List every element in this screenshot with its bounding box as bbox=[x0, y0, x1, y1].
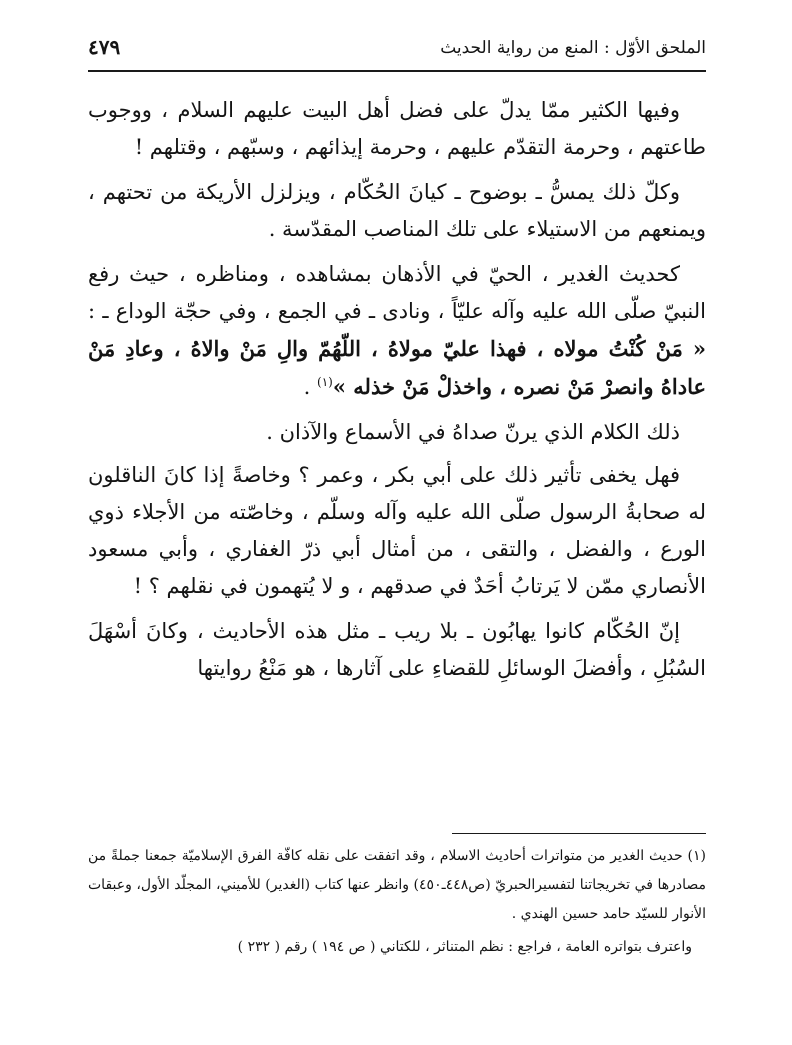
paragraph-3-intro: كحديث الغدير ، الحيّ في الأذهان بمشاهده ، ومناظره ، حيث رفع النبيّ صلّى الله عليه وآله عليّاً ، ونادى ـ في الجمع ، وفي حجّة الوداع ـ : bbox=[88, 262, 706, 323]
paragraph-3-end: . bbox=[303, 375, 311, 399]
paragraph-3 bbox=[88, 256, 706, 406]
footnote-reference[interactable]: (١) bbox=[317, 375, 333, 389]
paragraph-4: ذلك الكلام الذي يرنّ صداهُ في الأسماع والآذان . bbox=[266, 420, 680, 444]
page-number: ٤٧٩ bbox=[88, 35, 121, 59]
page-header bbox=[88, 30, 706, 72]
footnote-1: (١) حديث الغدير من متواترات أحاديث الاسلام ، وقد اتفقت على نقله كافّة الفرق الإسلاميّة جمعنا جملةً من مصادرها في تخريجاتنا لتفسيرالحبريّ (ص٤٤٨ـ٤٥٠) وانظر عنها كتاب (الغدير) للأميني، المجلّد الأول، وعبقات الأنوار للسيّد حامد حسين الهندي . bbox=[88, 848, 706, 922]
paragraph-1: وفيها الكثير ممّا يدلّ على فضل أهل البيت عليهم السلام ، ووجوب طاعتهم ، وحرمة التقدّم عليهم ، وحرمة إيذائهم ، وسبّهم ، وقتلهم ! bbox=[88, 98, 706, 159]
paragraph-6: إنّ الحُكّام كانوا يهابُون ـ بلا ريب ـ مثل هذه الأحاديث ، وكانَ أسْهَلَ السُبُلِ ، وأفضلَ الوسائلِ للقضاءِ على آثارها ، هو مَنْعُ روايتها bbox=[88, 619, 706, 680]
footnotes bbox=[88, 842, 706, 962]
paragraph-2: وكلّ ذلك يمسُّ ـ بوضوح ـ كيانَ الحُكّام ، ويزلزل الأريكة من تحتهم ، ويمنعهم من الاستيلاء على تلك المناصب المقدّسة . bbox=[88, 180, 706, 241]
footnote-divider bbox=[452, 833, 706, 834]
ghadir-hadith-quote: « مَنْ كُنْتُ مولاه ، فهذا عليّ مولاهُ ، اللّهُمّ والِ مَنْ والاهُ ، وعادِ مَنْ عاداهُ وانصرْ مَنْ نصره ، واخذلْ مَنْ خذله » bbox=[88, 336, 706, 399]
paragraph-5: فهل يخفى تأثير ذلك على أبي بكر ، وعمر ؟ وخاصةً إذا كانَ الناقلون له صحابةُ الرسول صلّى الله عليه وآله وسلّم ، وخاصّته من الأجلاء ذوي الورع ، والفضل ، والتقى ، من أمثال أبي ذرّ الغفاري ، وأبي مسعود الأنصاري ممّن لا يَرتابُ أحَدٌ في صدقهم ، و لا يُتهمون في نقلهم ؟ ! bbox=[88, 463, 706, 598]
main-text bbox=[88, 92, 706, 695]
running-title: الملحق الأوّل : المنع من رواية الحديث bbox=[440, 38, 706, 58]
footnote-1-continuation: واعترف بتواتره العامة ، فراجع : نظم المتناثر ، للكتاني ( ص ١٩٤ ) رقم ( ٢٣٢ ) bbox=[237, 939, 692, 955]
